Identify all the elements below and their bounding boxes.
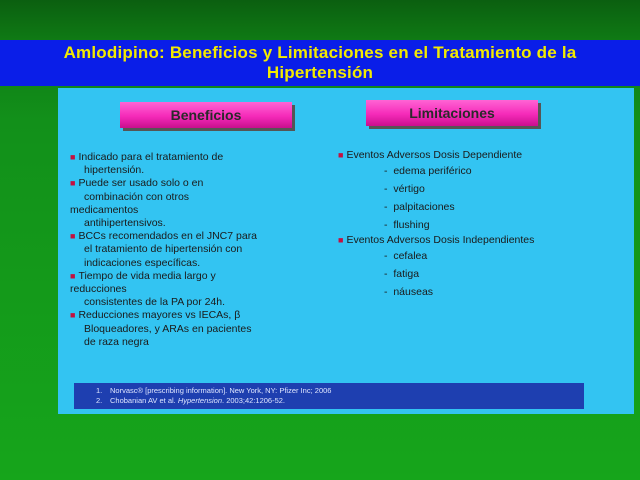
benefit-line: ■ BCCs recomendados en el JNC7 para [70,230,258,243]
slide-title [0,40,640,86]
benefit-line: Bloqueadores, y ARAs en pacientes [84,322,252,335]
benefit-line: antihipertensivos. [84,217,166,230]
limitations-heading: Limitaciones [366,100,538,126]
references-bar [74,383,584,409]
bullet-icon: ■ [338,235,344,246]
benefits-heading: Beneficios [120,102,292,128]
benefit-line: combinación con otros [84,190,190,203]
benefit-line: ■ Reducciones mayores vs IECAs, β [70,309,241,322]
bullet-icon: ■ [338,150,344,160]
limitation-item: - edema periférico [384,165,472,178]
benefit-line: ■ Indicado para el tratamiento de [70,151,224,163]
limitation-group-heading: ■ Eventos Adversos Dosis Dependiente [338,149,523,161]
limitation-item: - vértigo [384,183,425,196]
benefit-line: consistentes de la PA por 24h. [84,296,226,309]
bullet-icon: ■ [70,178,76,189]
bullet-icon: ■ [70,152,76,162]
benefit-line: de raza negra [84,335,149,348]
benefit-line: reducciones [70,283,127,296]
reference-item: 1. Norvasc® [prescribing information]. New York, NY: Pfizer Inc; 2006 [96,386,332,395]
limitation-group-heading: ■ Eventos Adversos Dosis Independientes [338,234,535,247]
benefit-line: indicaciones específicas. [84,256,201,269]
limitation-item: - palpitaciones [384,201,455,214]
benefit-line: hipertensión. [84,164,145,177]
benefit-line: el tratamiento de hipertensión con [84,243,243,256]
bullet-icon: ■ [70,310,76,321]
benefit-line: medicamentos [70,203,139,216]
limitation-item: - flushing [384,219,430,232]
limitation-item: - fatiga [384,268,420,281]
limitation-item: - cefalea [384,250,428,263]
limitations-list [338,149,608,301]
benefits-list [70,151,320,349]
limitation-item: - náuseas [384,286,434,299]
bullet-icon: ■ [70,270,76,281]
benefit-line: ■ Tiempo de vida media largo y [70,269,216,282]
title-line-1: Amlodipino: Beneficios y Limitaciones en el Tratamiento de la [63,43,577,62]
reference-item: 2. Chobanian AV et al. Hypertension. 2003;42:1206-52. [96,396,286,405]
bullet-icon: ■ [70,231,76,242]
title-line-2: Hipertensión [266,63,374,82]
benefit-line: ■ Puede ser usado solo o en [70,177,204,190]
